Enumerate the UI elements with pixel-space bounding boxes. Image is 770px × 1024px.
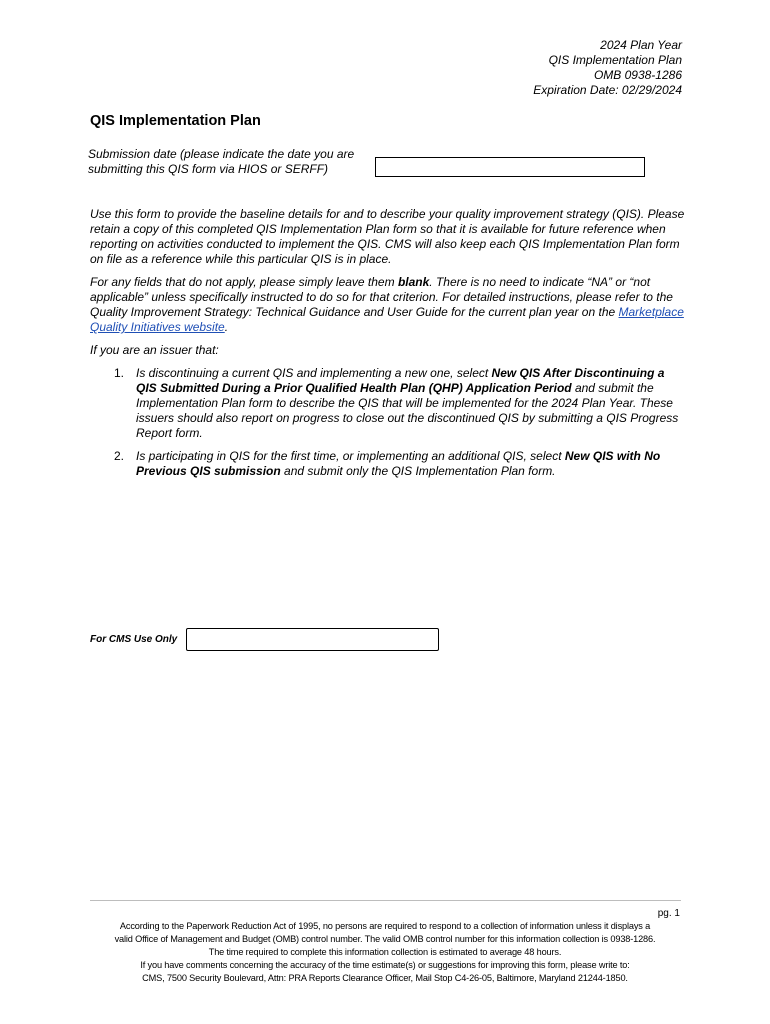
omb-number: OMB 0938-1286 bbox=[593, 68, 682, 82]
instructions bbox=[90, 207, 686, 487]
form-name: QIS Implementation Plan bbox=[548, 53, 682, 67]
list-item: 1. Is discontinuing a current QIS and implementing a new one, select New QIS After Discontinuing a QIS Submitted During a Prior Qualified Health Plan (QHP) Application Period and submit the Implementation Plan form to describe the QIS that will be implemented for the 2024 Plan Year. These issuers should also report on progress to close out the discontinued QIS by submitting a QIS Progress Report form. bbox=[114, 366, 679, 440]
cms-use-only-field[interactable] bbox=[186, 628, 439, 651]
intro-paragraph: Use this form to provide the baseline details for and to describe your quality improvement strategy (QIS). Please retain a copy of this completed QIS Implementation Plan form so that it is available for future reference when reporting on activities conducted to implement the QIS. CMS will also keep each QIS Implementation Plan form on file as a reference while this particular QIS is in place. bbox=[90, 207, 685, 266]
page-number: pg. 1 bbox=[657, 908, 680, 919]
blank-fields-paragraph: For any fields that do not apply, please simply leave them blank. There is no need to indicate “NA” or “not applicable” unless specifically instructed to do so for that criterion. For detailed instructions, please refer to the Quality Improvement Strategy: Technical Guidance and User Guide for the current plan year on the Marketplace Quality Initiatives website. bbox=[90, 275, 684, 334]
list-item: 2. Is participating in QIS for the first time, or implementing an additional QIS, select New QIS with No Previous QIS submission and submit only the QIS Implementation Plan form. bbox=[114, 449, 661, 478]
submission-date-label: Submission date (please indicate the date you are submitting this QIS form via HIOS or SERFF) bbox=[88, 147, 355, 176]
plan-year: 2024 Plan Year bbox=[600, 38, 682, 52]
paperwork-reduction-notice: According to the Paperwork Reduction Act of 1995, no persons are required to respond to a collection of information unless it displays a valid Office of Management and Budget (OMB) control number. The valid OMB control number for this information collection is 0938-1286. The time required to complete this information collection is estimated to average 48 hours. If you have comments concerning the accuracy of the time estimate(s) or suggestions for improving this form, please write to: CMS, 7500 Security Boulevard, Attn: PRA Reports Clearance Officer, Mail Stop C4-26-05, Baltimore, Maryland 21244-1850. bbox=[114, 921, 656, 983]
cms-use-only-label: For CMS Use Only bbox=[90, 634, 178, 645]
document-header bbox=[533, 38, 682, 98]
page-title: QIS Implementation Plan bbox=[90, 113, 261, 129]
submission-date-field[interactable] bbox=[375, 157, 645, 177]
issuer-list bbox=[90, 366, 686, 479]
footer-divider bbox=[90, 900, 681, 901]
expiration-date: Expiration Date: 02/29/2024 bbox=[533, 83, 682, 97]
marketplace-quality-initiatives-link[interactable]: Marketplace Quality Initiatives website bbox=[90, 305, 684, 334]
issuer-intro: If you are an issuer that: bbox=[90, 343, 219, 357]
